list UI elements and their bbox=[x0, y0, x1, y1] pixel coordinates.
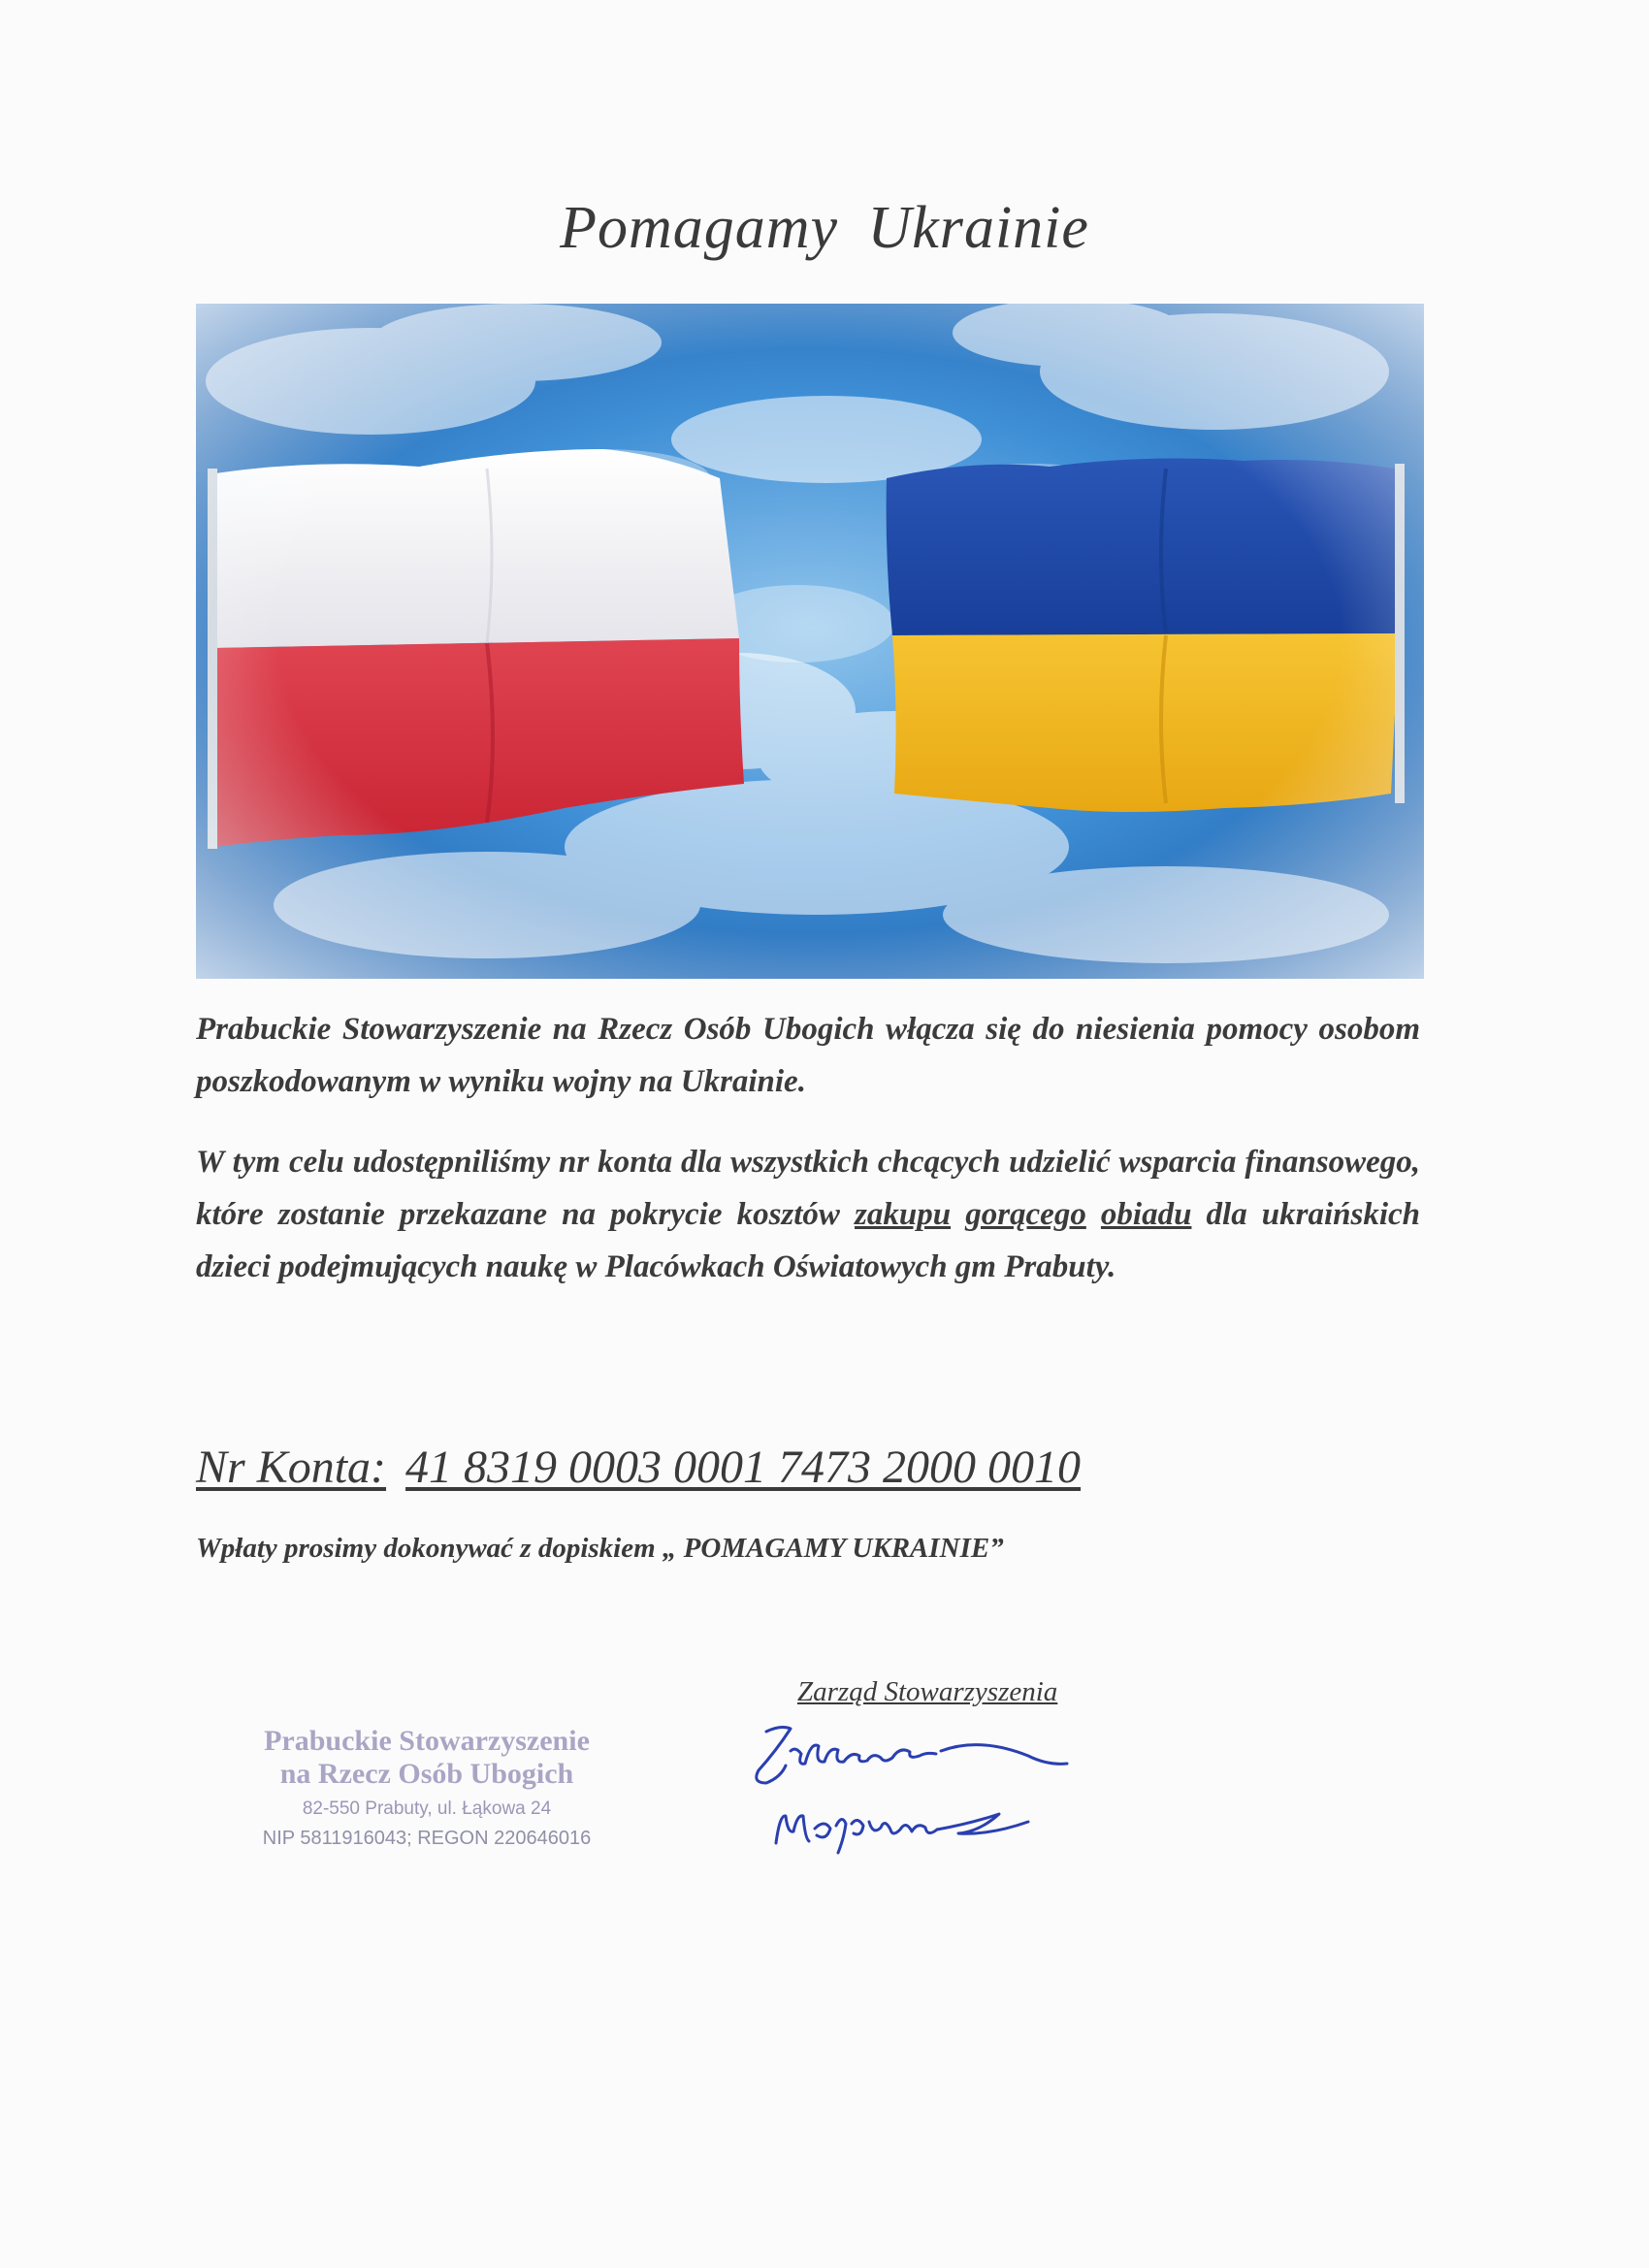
association-stamp bbox=[233, 1725, 621, 1850]
account-label: Nr Konta: bbox=[196, 1442, 387, 1493]
purpose-underlined-3: obiadu bbox=[1100, 1197, 1192, 1232]
polish-ukrainian-flags-image bbox=[196, 304, 1424, 979]
purpose-underlined-2: gorącego bbox=[965, 1197, 1086, 1232]
stamp-address: 82-550 Prabuty, ul. Łąkowa 24 bbox=[302, 1798, 552, 1819]
stamp-line-1: Prabuckie Stowarzyszenie bbox=[264, 1725, 590, 1757]
signature-1-stroke-b bbox=[791, 1745, 936, 1764]
page-title: Pomagamy Ukrainie bbox=[560, 195, 1089, 261]
payment-note: Wpłaty prosimy dokonywać z dopiskiem „ POMAGAMY UKRAINIE” bbox=[196, 1533, 1004, 1564]
flags-photo bbox=[196, 304, 1424, 979]
purpose-text-2: dla ukraińskich dzieci podejmujących naukę w Placówkach Oświatowych gm Prabuty. bbox=[196, 1197, 1421, 1284]
signature-2-stroke-a bbox=[776, 1816, 809, 1843]
signature-1-stroke-c bbox=[941, 1745, 1067, 1765]
board-label: Zarząd Stowarzyszenia bbox=[797, 1676, 1058, 1707]
account-line bbox=[196, 1441, 1081, 1494]
intro-paragraph: Prabuckie Stowarzyszenie na Rzecz Osób Ubogich włącza się do niesienia pomocy osobom poszkodowanym w wyniku wojny na Ukrainie. bbox=[196, 1012, 1420, 1099]
signature-2-stroke-b bbox=[815, 1819, 937, 1853]
purpose-text-1: W tym celu udostępniliśmy nr konta dla wszystkich chcących udzielić wsparcia finansowego, które zostanie przekazane na pokrycie kosztów bbox=[196, 1145, 1420, 1232]
stamp-line-2: na Rzecz Osób Ubogich bbox=[279, 1758, 574, 1790]
signature-2-stroke-c bbox=[937, 1814, 1028, 1833]
purpose-underlined-1: zakupu bbox=[855, 1197, 952, 1232]
account-number: 41 8319 0003 0001 7473 2000 0010 bbox=[405, 1442, 1082, 1493]
signature-1-stroke-a bbox=[757, 1728, 791, 1783]
purpose-paragraph bbox=[196, 1136, 1420, 1293]
signatures bbox=[737, 1707, 1086, 1882]
handwritten-signatures bbox=[737, 1707, 1086, 1882]
stamp-ids: NIP 5811916043; REGON 220646016 bbox=[262, 1828, 592, 1849]
